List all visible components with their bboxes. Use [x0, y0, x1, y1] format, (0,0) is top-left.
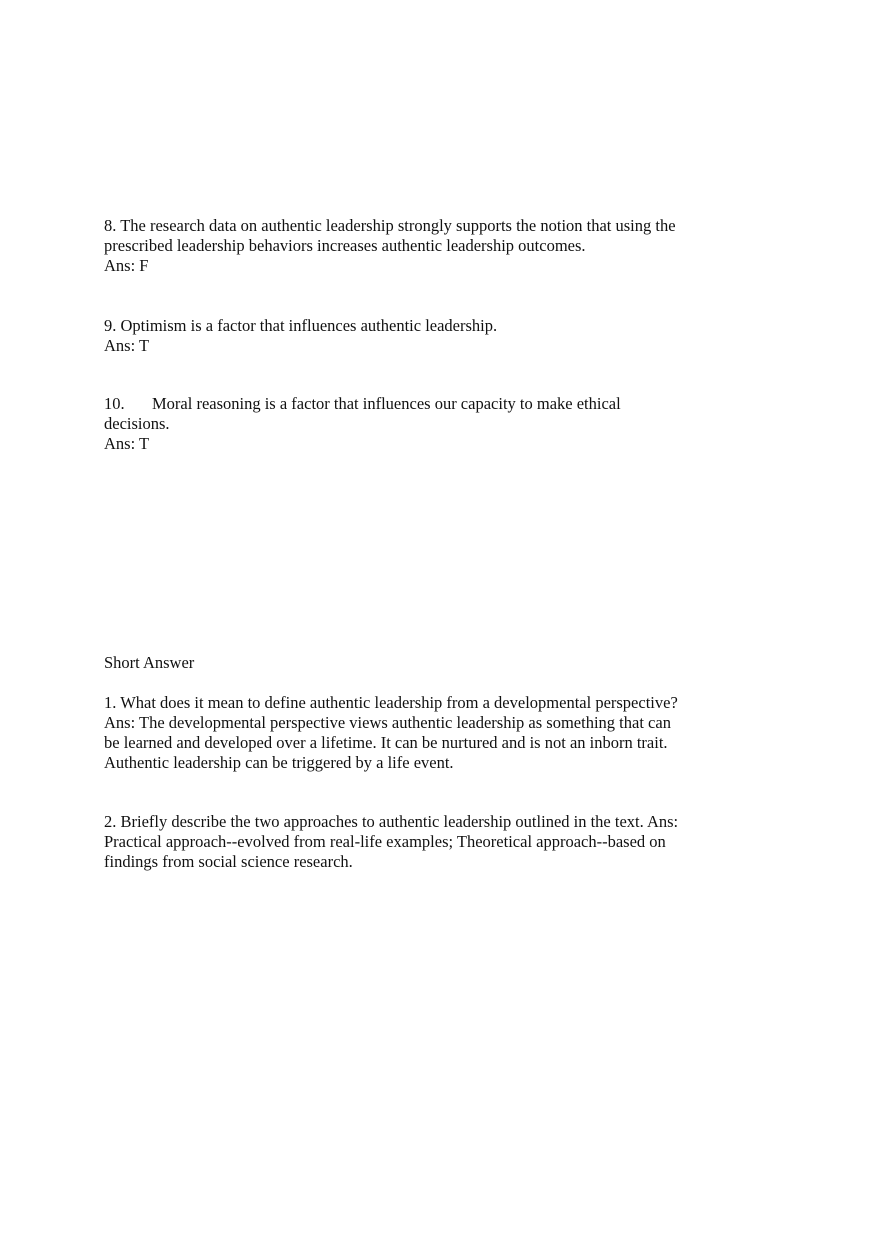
short-answer-heading — [104, 653, 724, 673]
question-10-text: Moral reasoning is a factor that influences our capacity to make ethical — [152, 394, 621, 413]
short-answer-1-line-4: Authentic leadership can be triggered by a life event. — [104, 753, 454, 772]
section-title: Short Answer — [104, 653, 195, 672]
question-9-answer: Ans: T — [104, 336, 150, 355]
question-10-answer: Ans: T — [104, 434, 150, 453]
question-8-answer: Ans: F — [104, 256, 149, 275]
question-9 — [104, 316, 724, 356]
short-answer-1-line-1: 1. What does it mean to define authentic leadership from a developmental perspective? — [104, 693, 678, 712]
short-answer-1-line-2: Ans: The developmental perspective views authentic leadership as something that can — [104, 713, 671, 732]
question-10-line-2: decisions. — [104, 414, 170, 433]
short-answer-question-2 — [104, 812, 724, 872]
short-answer-2-line-2: Practical approach--evolved from real-life examples; Theoretical approach--based on — [104, 832, 666, 851]
short-answer-2-line-3: findings from social science research. — [104, 852, 353, 871]
question-8-line-2: prescribed leadership behaviors increases authentic leadership outcomes. — [104, 236, 586, 255]
question-10-line-1 — [104, 394, 724, 414]
question-8-line-1: 8. The research data on authentic leadership strongly supports the notion that using the — [104, 216, 676, 235]
question-9-line-1: 9. Optimism is a factor that influences authentic leadership. — [104, 316, 498, 335]
question-8 — [104, 216, 724, 276]
short-answer-2-line-1: 2. Briefly describe the two approaches to authentic leadership outlined in the text. Ans: — [104, 812, 679, 831]
short-answer-1-line-3: be learned and developed over a lifetime. It can be nurtured and is not an inborn trait. — [104, 733, 668, 752]
question-10-number: 10. — [104, 394, 125, 413]
short-answer-question-1 — [104, 693, 724, 773]
question-10 — [104, 394, 724, 454]
